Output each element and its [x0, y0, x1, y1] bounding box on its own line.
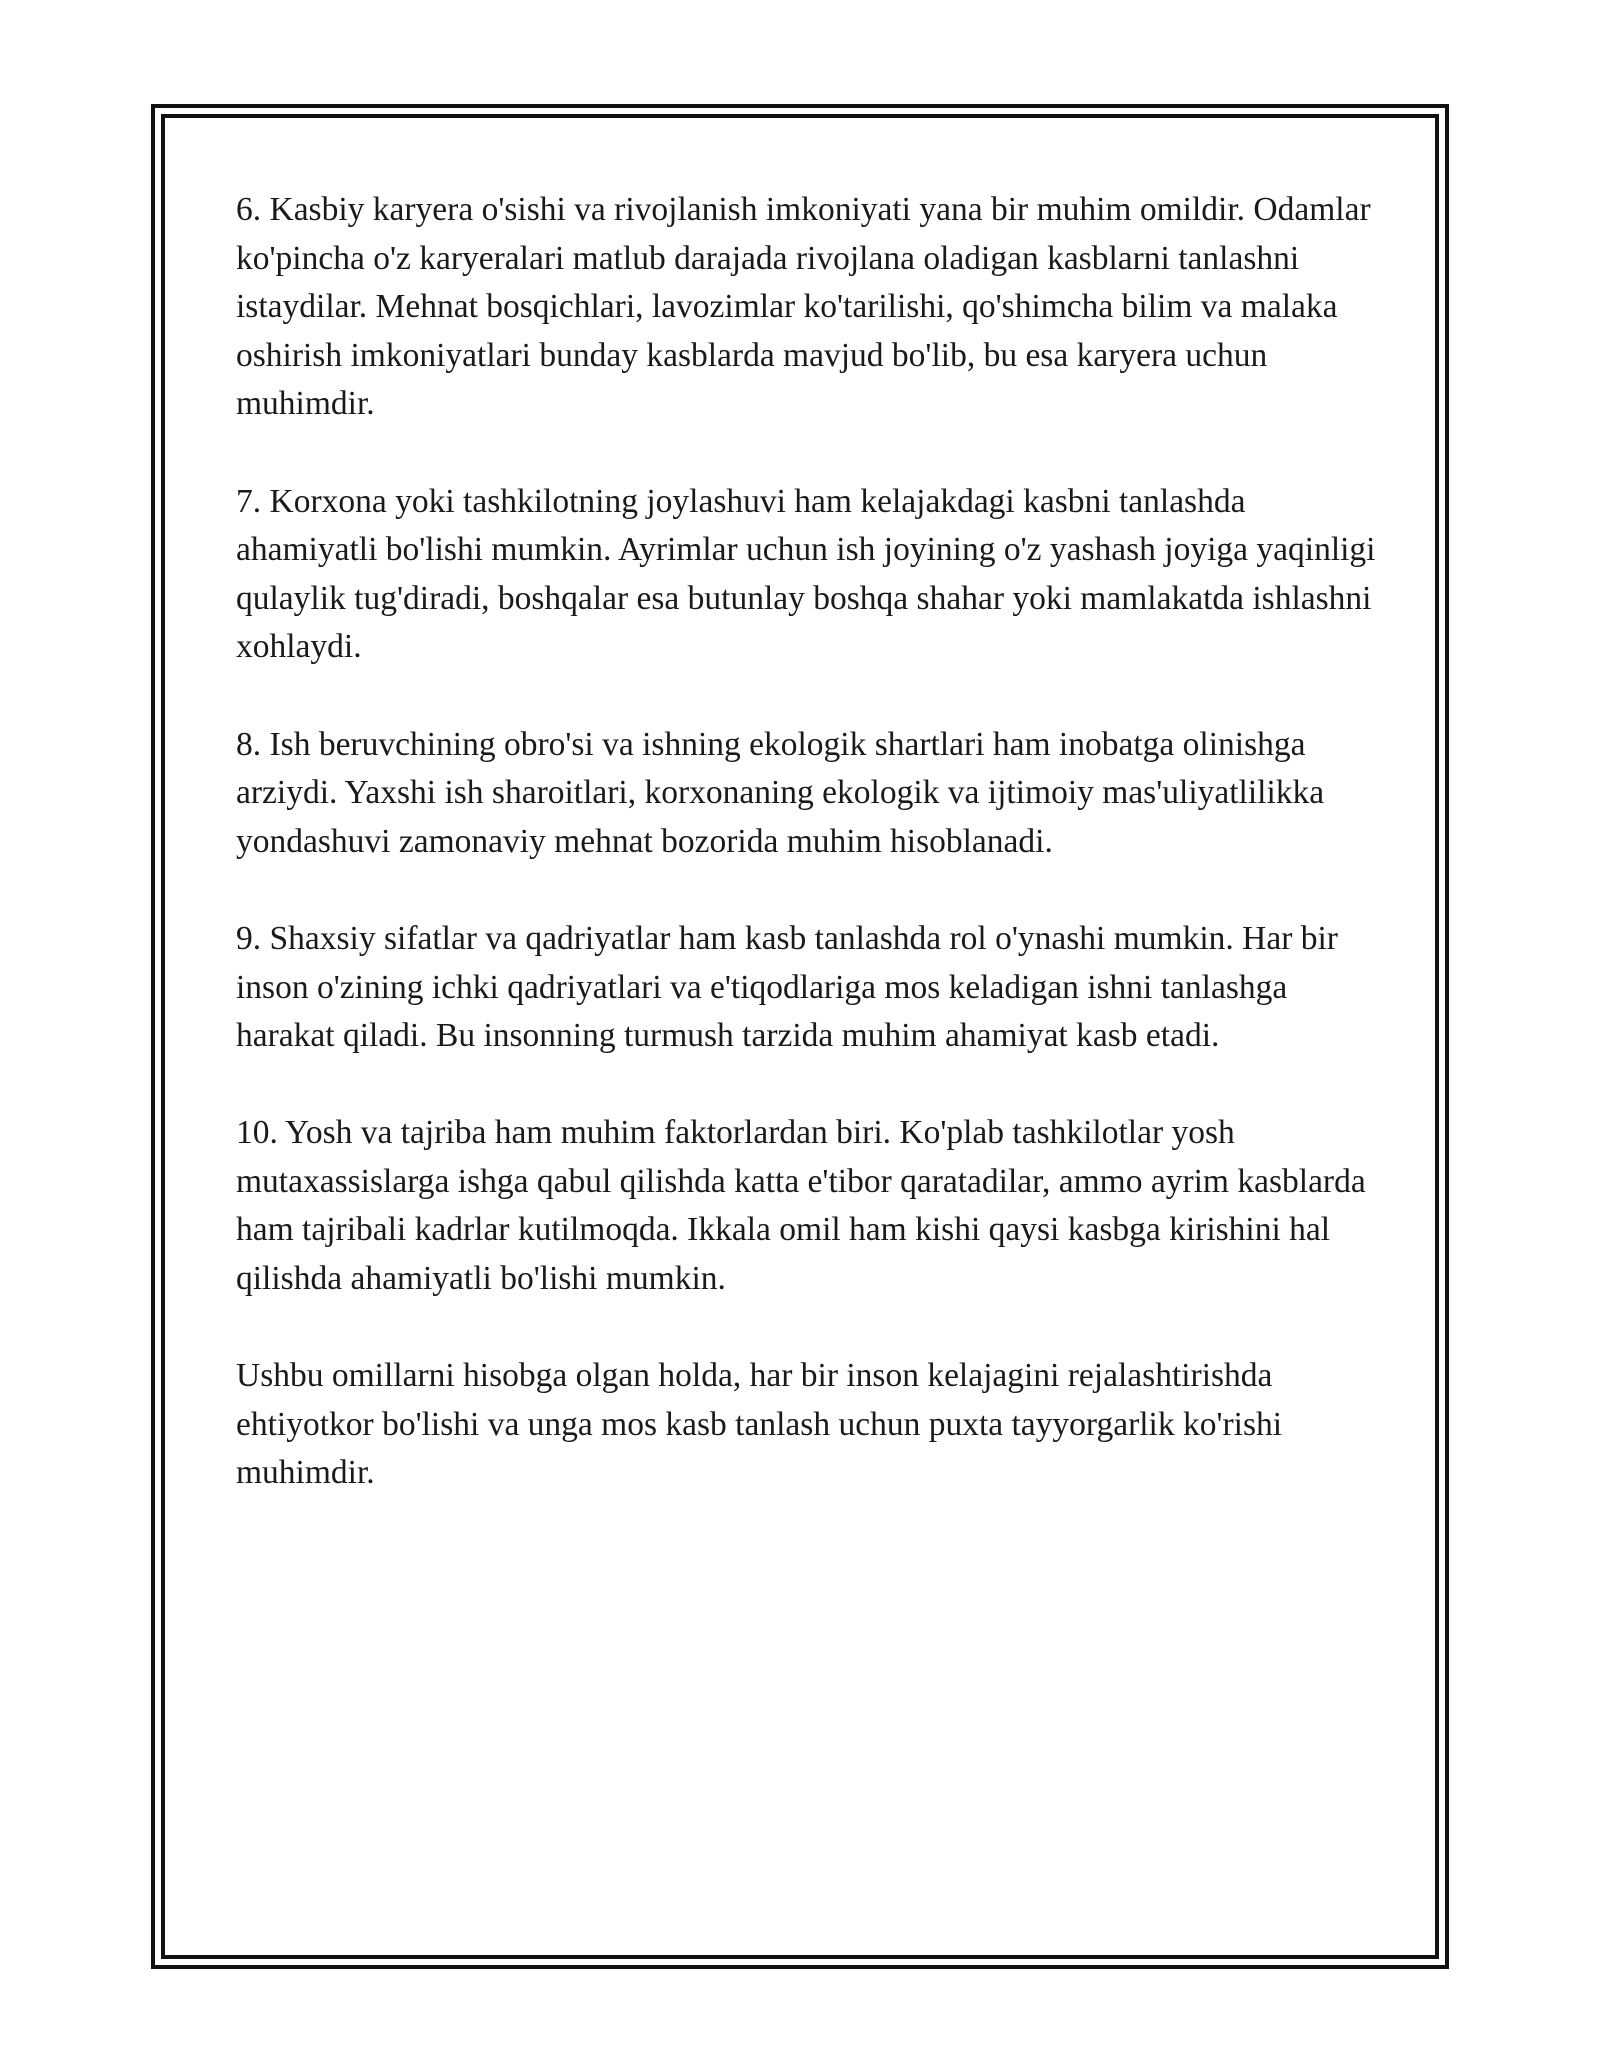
paragraph-factor-9: 9. Shaxsiy sifatlar va qadriyatlar ham kasb tanlashda rol o'ynashi mumkin. Har bir inson o'zining ichki qadriyatlari va e'tiqodlariga mos keladigan ishni tanlashga harakat qiladi. Bu insonning turmush tarzida muhim ahamiyat kasb etadi.	[236, 919, 1338, 1055]
paragraph-factor-7: 7. Korxona yoki tashkilotning joylashuvi ham kelajakdagi kasbni tanlashda ahamiyatli bo'lishi mumkin. Ayrimlar uchun ish joyining o'z yashash joyiga yaqinligi qulaylik tug'diradi, boshqalar esa butunlay boshqa shahar yoki mamlakatda ishlashni xohlaydi.	[236, 482, 1376, 666]
paragraph-factor-10: 10. Yosh va tajriba ham muhim faktorlardan biri. Ko'plab tashkilotlar yosh mutaxassislarga ishga qabul qilishda katta e'tibor qaratadilar, ammo ayrim kasblarda ham tajribali kadrlar kutilmoqda. Ikkala omil ham kishi qaysi kasbga kirishini hal qilishda ahamiyatli bo'lishi mumkin.	[236, 1114, 1366, 1298]
paragraph-factor-8: 8. Ish beruvchining obro'si va ishning ekologik shartlari ham inobatga olinishga arziydi. Yaxshi ish sharoitlari, korxonaning ekologik va ijtimoiy mas'uliyatlilikka yondashuvi zamonaviy mehnat bozorida muhim hisoblanadi.	[236, 725, 1325, 860]
document-body	[236, 186, 1386, 1498]
paragraph-conclusion: Ushbu omillarni hisobga olgan holda, har bir inson kelajagini rejalashtirishda ehtiyotkor bo'lishi va unga mos kasb tanlash uchun puxta tayyorgarlik ko'rishi muhimdir.	[236, 1357, 1283, 1492]
paragraph-factor-6: 6. Kasbiy karyera o'sishi va rivojlanish imkoniyati yana bir muhim omildir. Odamlar ko'pincha o'z karyeralari matlub darajada rivojlana oladigan kasblarni tanlashni istaydilar. Mehnat bosqichlari, lavozimlar ko'tarilishi, qo'shimcha bilim va malaka oshirish imkoniyatlari bunday kasblarda mavjud bo'lib, bu esa karyera uchun muhimdir.	[236, 191, 1371, 423]
